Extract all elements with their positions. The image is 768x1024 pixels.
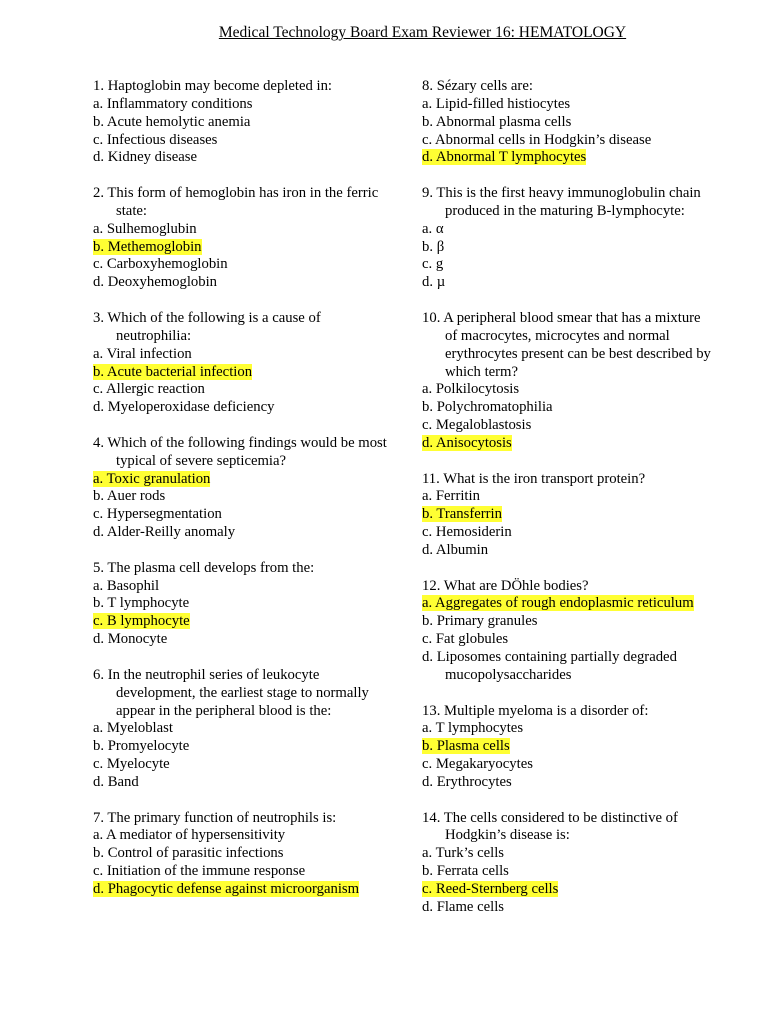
answer-option-highlighted (422, 506, 722, 524)
answer-option (93, 96, 418, 114)
option-label: c. Myelocyte (93, 756, 170, 773)
answer-option (422, 488, 722, 506)
question-text: state: (116, 202, 147, 219)
answer-option (422, 649, 722, 667)
option-label: b. Primary granules (422, 613, 538, 630)
option-label: c. Hypersegmentation (93, 506, 222, 523)
question-block (422, 703, 722, 792)
question-text: 6. In the neutrophil series of leukocyte (93, 666, 320, 683)
answer-option (422, 524, 722, 542)
option-label: d. µ (422, 274, 446, 291)
option-label: d. Abnormal T lymphocytes (422, 149, 587, 166)
answer-option (93, 578, 418, 596)
option-label: b. Control of parasitic infections (93, 845, 284, 862)
option-label: c. B lymphocyte (93, 613, 190, 630)
option-label: b. Auer rods (93, 488, 166, 505)
question-text: 10. A peripheral blood smear that has a mixture (422, 309, 701, 326)
option-label: c. Fat globules (422, 631, 509, 648)
answer-option (422, 756, 722, 774)
option-label: c. Hemosiderin (422, 524, 512, 541)
option-label: b. β (422, 238, 445, 255)
option-label: c. Infectious diseases (93, 131, 218, 148)
answer-option (93, 114, 418, 132)
question-block (93, 435, 418, 542)
answer-option (93, 756, 418, 774)
answer-option-highlighted (93, 471, 418, 489)
question-text: 3. Which of the following is a cause of (93, 309, 321, 326)
answer-option (422, 114, 722, 132)
answer-option (422, 899, 722, 917)
question-text: which term? (445, 363, 519, 380)
option-label: c. Carboxyhemoglobin (93, 256, 228, 273)
answer-option-highlighted (93, 239, 418, 257)
answer-option-highlighted (93, 613, 418, 631)
question-block (93, 667, 418, 792)
answer-option (422, 381, 722, 399)
option-label: a. T lymphocytes (422, 720, 524, 737)
question-text: erythrocytes present can be best described by (445, 345, 711, 362)
page-title: Medical Technology Board Exam Reviewer 16: HEMATOLOGY (218, 24, 627, 41)
question-block (93, 310, 418, 417)
question-block (93, 185, 418, 292)
answer-option (422, 274, 722, 292)
answer-option-highlighted (422, 435, 722, 453)
answer-option (93, 827, 418, 845)
answer-option-highlighted (93, 364, 418, 382)
answer-option (93, 346, 418, 364)
option-label: b. Transferrin (422, 506, 502, 523)
option-label: a. Sulhemoglubin (93, 220, 197, 237)
option-label: d. Flame cells (422, 898, 504, 915)
question-text: of macrocytes, microcytes and normal (445, 327, 670, 344)
option-label: a. Toxic granulation (93, 470, 211, 487)
option-label: a. Basophil (93, 577, 160, 594)
question-text: 8. Sézary cells are: (422, 78, 533, 94)
answer-option (93, 256, 418, 274)
question-text: produced in the maturing B-lymphocyte: (445, 202, 685, 219)
option-label: b. T lymphocyte (93, 595, 190, 612)
option-label: d. Erythrocytes (422, 773, 512, 790)
question-text: 1. Haptoglobin may become depleted in: (93, 78, 333, 94)
option-label: d. Band (93, 773, 139, 790)
answer-option (93, 506, 418, 524)
question-text: development, the earliest stage to normally (116, 684, 369, 701)
option-label: c. Megaloblastosis (422, 417, 532, 434)
question-text: appear in the peripheral blood is the: (116, 702, 332, 719)
question-text: neutrophilia: (116, 327, 192, 344)
answer-option (93, 595, 418, 613)
option-label: b. Polychromatophilia (422, 399, 553, 416)
answer-option (422, 613, 722, 631)
answer-option (93, 221, 418, 239)
answer-option (422, 774, 722, 792)
option-label: b. Acute bacterial infection (93, 363, 253, 380)
question-block (93, 78, 418, 167)
option-label: d. Liposomes containing partially degraded (422, 649, 677, 665)
option-label: b. Ferrata cells (422, 863, 509, 880)
question-text: 7. The primary function of neutrophils is: (93, 809, 337, 826)
option-label: a. Aggregates of rough endoplasmic reticulum (422, 595, 694, 612)
option-label: c. g (422, 256, 444, 273)
option-label: a. Polkilocytosis (422, 381, 520, 398)
answer-option (422, 96, 722, 114)
answer-option (93, 774, 418, 792)
option-continuation: mucopolysaccharides (445, 666, 572, 683)
option-label: a. Viral infection (93, 345, 192, 362)
answer-option (422, 631, 722, 649)
option-label: c. Reed-Sternberg cells (422, 880, 559, 897)
option-label: a. Inflammatory conditions (93, 95, 253, 112)
answer-option-highlighted (422, 595, 722, 613)
option-label: d. Anisocytosis (422, 434, 512, 451)
option-label: b. Abnormal plasma cells (422, 113, 572, 130)
answer-option-highlighted (422, 881, 722, 899)
answer-option (422, 399, 722, 417)
answer-option (422, 256, 722, 274)
answer-option (93, 274, 418, 292)
answer-option (93, 524, 418, 542)
question-block (422, 78, 722, 167)
answer-option (422, 542, 722, 560)
question-text: typical of severe septicemia? (116, 452, 287, 469)
question-text: 12. What are DÖhle bodies? (422, 577, 589, 594)
question-block (422, 185, 722, 292)
option-label: c. Megakaryocytes (422, 756, 533, 773)
question-block (93, 810, 418, 899)
option-label: d. Monocyte (93, 631, 168, 648)
option-label: a. α (422, 220, 444, 237)
answer-option (93, 399, 418, 417)
right-column (422, 78, 722, 935)
answer-option (93, 381, 418, 399)
option-label: d. Myeloperoxidase deficiency (93, 399, 275, 416)
answer-option (93, 631, 418, 649)
question-block (422, 578, 722, 685)
question-text: 13. Multiple myeloma is a disorder of: (422, 702, 649, 719)
question-block (422, 471, 722, 560)
answer-option (422, 239, 722, 257)
question-block (93, 560, 418, 649)
answer-option (422, 845, 722, 863)
answer-option (422, 132, 722, 150)
question-block (422, 810, 722, 917)
question-text: 2. This form of hemoglobin has iron in the ferric (93, 185, 379, 202)
question-text: 14. The cells considered to be distinctive of (422, 809, 678, 826)
question-text: Hodgkin’s disease is: (445, 827, 570, 844)
option-label: c. Allergic reaction (93, 381, 205, 398)
option-label: c. Initiation of the immune response (93, 863, 306, 880)
question-block (422, 310, 722, 453)
option-label: b. Acute hemolytic anemia (93, 113, 251, 130)
option-label: d. Albumin (422, 541, 489, 558)
option-label: a. A mediator of hypersensitivity (93, 827, 286, 844)
question-text: 9. This is the first heavy immunoglobulin chain (422, 185, 701, 202)
question-text: 11. What is the iron transport protein? (422, 470, 646, 487)
option-label: c. Abnormal cells in Hodgkin’s disease (422, 131, 652, 148)
option-label: a. Turk’s cells (422, 845, 505, 862)
answer-option-highlighted (422, 738, 722, 756)
option-label: a. Myeloblast (93, 720, 173, 737)
answer-option (93, 488, 418, 506)
answer-option (93, 863, 418, 881)
answer-option (93, 149, 418, 167)
option-label: d. Kidney disease (93, 149, 198, 166)
option-label: b. Promyelocyte (93, 738, 190, 755)
option-label: d. Deoxyhemoglobin (93, 274, 218, 291)
question-text: 5. The plasma cell develops from the: (93, 559, 315, 576)
answer-option (422, 720, 722, 738)
option-label: d. Alder-Reilly anomaly (93, 524, 236, 541)
answer-option-highlighted (93, 881, 418, 899)
answer-option (93, 720, 418, 738)
question-text: 4. Which of the following findings would be most (93, 434, 387, 451)
option-label: a. Lipid-filled histiocytes (422, 95, 571, 112)
answer-option (93, 845, 418, 863)
answer-option-highlighted (422, 149, 722, 167)
option-label: d. Phagocytic defense against microorganism (93, 880, 360, 897)
option-label: b. Methemoglobin (93, 238, 202, 255)
option-label: b. Plasma cells (422, 738, 510, 755)
option-label: a. Ferritin (422, 488, 480, 505)
answer-option (93, 738, 418, 756)
answer-option (422, 221, 722, 239)
left-column (93, 78, 418, 917)
answer-option (93, 132, 418, 150)
answer-option (422, 417, 722, 435)
answer-option (422, 863, 722, 881)
